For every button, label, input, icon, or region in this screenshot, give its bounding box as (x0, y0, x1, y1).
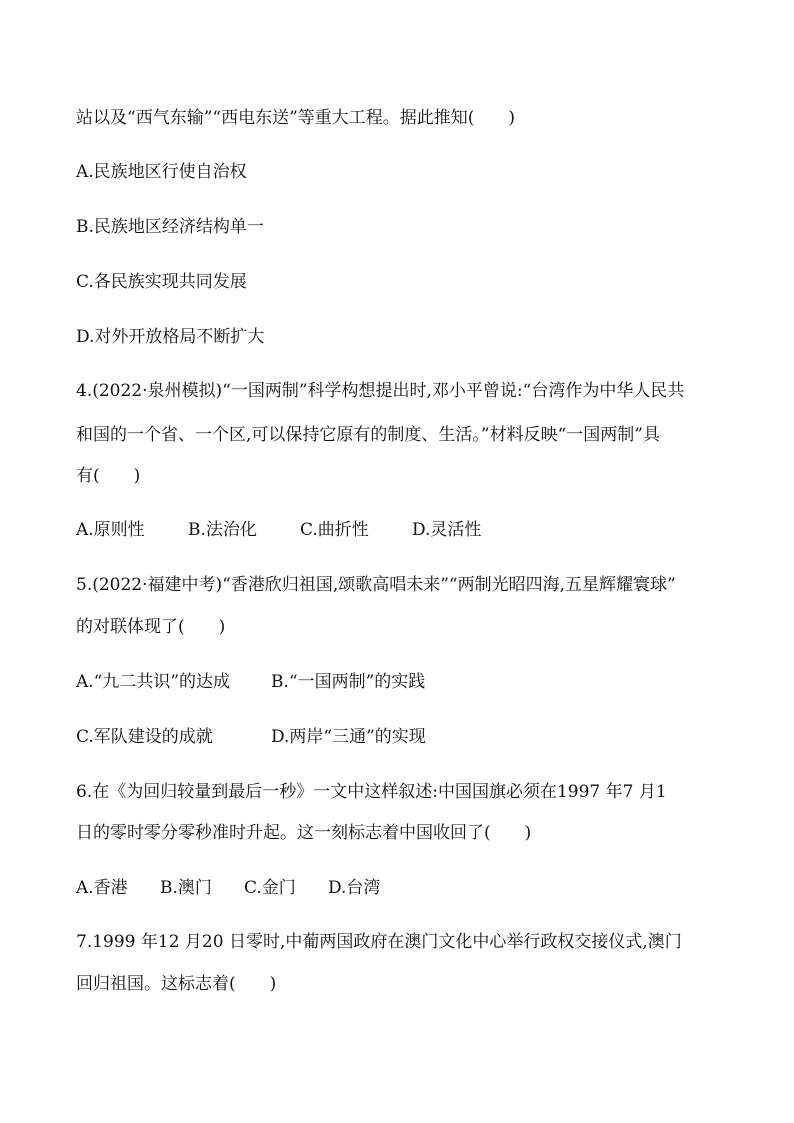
q6-option-d: D.台湾 (328, 878, 381, 898)
q3-option-a: A.民族地区行使自治权 (76, 162, 247, 182)
q6-stem-line-2: 日的零时零分零秒准时升起。这一刻标志着中国收回了( ) (76, 823, 532, 843)
q5-option-b: B.“一国两制”的实践 (271, 672, 426, 692)
q6-stem-line-1: 6.在《为回归较量到最后一秒》一文中这样叙述:中国国旗必须在1997 年7 月1 (76, 782, 667, 802)
q4-option-c: C.曲折性 (300, 520, 369, 540)
q4-stem-line-3: 有( ) (76, 466, 141, 486)
q7-stem-line-1: 7.1999 年12 月20 日零时,中葡两国政府在澳门文化中心举行政权交接仪式,澳门 (76, 932, 682, 952)
q5-option-a: A.“九二共识”的达成 (76, 672, 231, 692)
q3-option-b: B.民族地区经济结构单一 (76, 217, 264, 237)
q7-stem-line-2: 回归祖国。这标志着( ) (76, 974, 277, 994)
q6-options (76, 876, 380, 900)
q5-stem-line-1: 5.(2022·福建中考)“香港欣归祖国,颂歌高唱未来”“两制光昭四海,五星辉耀寰球” (76, 575, 676, 595)
q4-option-a: A.原则性 (76, 520, 145, 540)
q4-option-d: D.灵活性 (412, 520, 482, 540)
q4-stem-line-1: 4.(2022·泉州模拟)“一国两制”科学构想提出时,邓小平曾说:“台湾作为中华人民共 (76, 381, 685, 401)
q5-option-d: D.两岸“三通”的实现 (271, 727, 426, 747)
q4-option-b: B.法治化 (188, 520, 257, 540)
q5-options-row-1 (76, 670, 425, 694)
q3-stem-line-1: 站以及“西气东输”“西电东送”等重大工程。据此推知( ) (76, 108, 516, 128)
q6-option-a: A.香港 (76, 878, 128, 898)
q3-option-c: C.各民族实现共同发展 (76, 272, 247, 292)
q5-options-row-2 (76, 725, 426, 749)
q6-option-b: B.澳门 (160, 878, 212, 898)
q5-stem-line-2: 的对联体现了( ) (76, 617, 226, 637)
q4-options (76, 518, 481, 542)
q5-option-c: C.军队建设的成就 (76, 727, 213, 747)
q6-option-c: C.金门 (244, 878, 296, 898)
q3-option-d: D.对外开放格局不断扩大 (76, 327, 265, 347)
q4-stem-line-2: 和国的一个省、一个区,可以保持它原有的制度、生活。”材料反映“一国两制”具 (76, 425, 660, 445)
